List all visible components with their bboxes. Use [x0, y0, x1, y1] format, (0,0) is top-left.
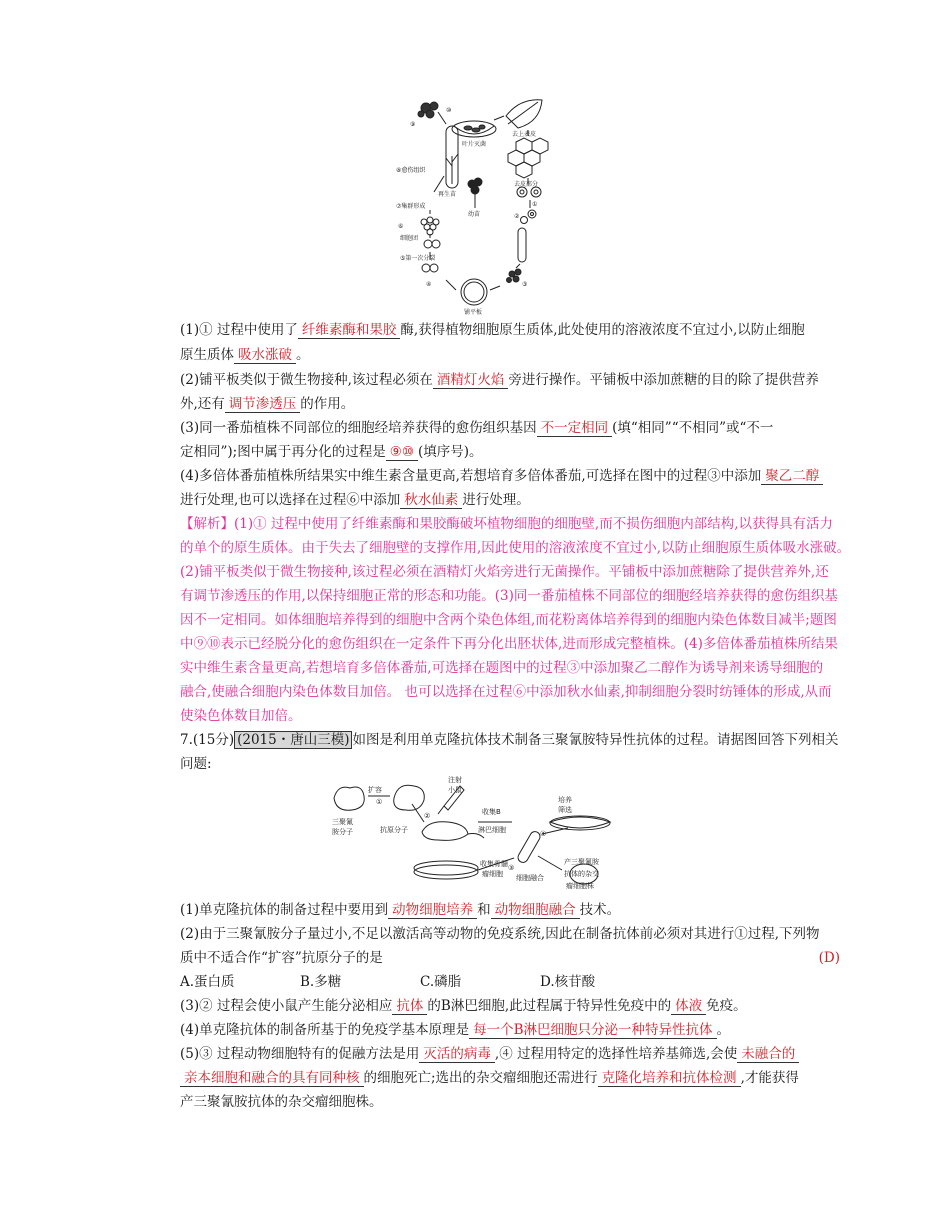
fig2-label-collect-myeloma-2: 瘤细胞 [482, 870, 503, 878]
q7-part2-line1: (2)由于三聚氰胺分子量过小,不足以激活高等动物的免疫系统,因此在制备抗体前必须对其进行①过程,下列物 [180, 926, 820, 942]
q7-heading [180, 730, 838, 750]
q6-part2-line2 [180, 394, 354, 414]
text: 免疫。 [706, 998, 747, 1014]
text: 的作用。 [300, 396, 355, 412]
q7-part3 [180, 996, 747, 1016]
answer-blank: 纤维素酶和果胶 [298, 322, 401, 339]
question-number: 7.(15分) [180, 732, 235, 748]
answer-blank: 聚乙二醇 [761, 468, 823, 485]
cell-mass [424, 240, 440, 248]
melamine-blob [334, 787, 364, 810]
text: 外,还有 [180, 396, 225, 412]
antigen-blob [394, 785, 425, 810]
fig2-label-mouse: 小鼠 [448, 786, 462, 794]
text: 和 [477, 902, 491, 918]
fig2-label-hybridoma-2: 抗体的杂交 [564, 870, 599, 878]
centrifuge-tube [518, 228, 526, 262]
answer-blank: 动物细胞培养 [388, 902, 477, 919]
culture-dish-right [550, 817, 610, 828]
text: 进行处理。 [462, 492, 530, 508]
text: (5)③ 过程动物细胞特有的促融方法是用 [180, 1046, 420, 1062]
option-c: C.磷脂 [420, 974, 462, 990]
analysis-line: 中⑨⑩表示已经脱分化的愈伤组织在一定条件下再分化出胚状体,进而形成完整植株。(4)多倍体番茄植株所结果 [180, 636, 838, 652]
q7-part5-line1 [180, 1044, 799, 1064]
fig1-label-peeled-part: 去皮部分 [514, 181, 539, 188]
myeloma-dish [414, 861, 478, 875]
text: 如图是利用单克隆抗体技术制备三聚氰胺特异性抗体的过程。请据图回答下列相关 [352, 732, 839, 748]
option-a: A.蛋白质 [180, 974, 235, 990]
fig1-label-1: ① [532, 201, 538, 208]
fig2-label-2: ② [424, 812, 431, 820]
fig2-label-screen: 筛选 [558, 806, 572, 814]
text: 。 [716, 1022, 731, 1038]
fig2-label-inject: 注射 [448, 776, 462, 784]
text: 定相同”);图中属于再分化的过程是 [180, 444, 386, 460]
text: (1)① 过程中使用了 [180, 322, 298, 338]
analysis-line: 有调节渗透压的作用,以保持细胞正常的形态和功能。(3)同一番茄植株不同部位的细胞经培养获得的愈伤组织基 [180, 588, 838, 604]
q6-part2-line1 [180, 370, 819, 390]
text: (4)单克隆抗体的制备所基于的免疫学基本原理是 [180, 1022, 470, 1038]
text: (填序号)。 [417, 444, 483, 460]
text: (3)同一番茄植株不同部位的细胞经培养获得的愈伤组织基因 [180, 420, 537, 436]
fig1-label-8-callus: ⑧愈伤组织 [396, 167, 426, 174]
fig2-label-culture: 培养 [558, 796, 572, 804]
fig2-label-hybridoma-3: 瘤细胞株 [566, 882, 594, 890]
seedling [468, 178, 482, 194]
option-d: D.核苷酸 [540, 974, 596, 990]
leaf-image [506, 100, 542, 128]
q7-part1 [180, 900, 620, 920]
q7-options [180, 972, 660, 992]
protoplast-pair [517, 187, 541, 197]
fig1-label-regenerated-shoot: 再生苗 [438, 191, 457, 198]
answer-blank: 酒精灯火焰 [433, 372, 509, 389]
fig1-label-leaf-sterilize: 叶片灭菌 [462, 141, 487, 148]
q6-part3-line2 [180, 442, 482, 462]
fig1-label-6: ⑥ [398, 223, 404, 230]
answer-blank: 调节渗透压 [225, 396, 301, 413]
fig2-label-antigen: 抗原分子 [380, 826, 408, 834]
analysis-line: 因不一定相同。如体细胞培养得到的细胞中含两个染色体组,而花粉离体培养得到的细胞内染色体数目减半;题图 [180, 612, 837, 628]
fig2-label-4: ④ [540, 830, 547, 838]
q6-part1-line1 [180, 320, 805, 340]
text: 酶,获得植物细胞原生质体,此处使用的溶液浓度不宜过小,以防止细胞 [400, 322, 805, 338]
q7-part5-line3: 产三聚氰胺抗体的杂交瘤细胞株。 [180, 1094, 383, 1110]
fig1-label-9: ⑨ [410, 121, 416, 128]
answer-blank: 秋水仙素 [400, 492, 462, 509]
analysis-line: 的单个的原生质体。由于失去了细胞壁的支撑作用,因此使用的溶液浓度不宜过小,以防止细胞原生质体吸水涨破。 [180, 540, 851, 556]
text: (2)铺平板类似于微生物接种,该过程必须在 [180, 372, 433, 388]
text: 原生质体 [180, 347, 234, 363]
mouse [422, 822, 468, 841]
text: ,④ 过程用特定的选择性培养基筛选,会使 [494, 1046, 738, 1062]
text: (3)② 过程会使小鼠产生能分泌相应 [180, 998, 393, 1014]
q6-part4-line2 [180, 490, 530, 510]
antibody-diagram [328, 776, 638, 896]
fig2-label-melamine-2: 胺分子 [332, 828, 353, 836]
source-tag: (2015・唐山三模) [234, 731, 352, 749]
analysis-line: 融合,使融合细胞内染色体数目加倍。 也可以选择在过程⑥中添加秋水仙素,抑制细胞分裂时纺锤体的形成,从而 [180, 684, 832, 700]
q6-part1-line2 [180, 345, 310, 365]
cell-cluster [507, 269, 522, 283]
fig1-label-7-colony: ⑦集群形成 [396, 203, 426, 210]
fig1-label-5-first-division: ⑤第一次分裂 [400, 255, 436, 262]
plant-culture-diagram [390, 96, 560, 318]
q6-part3-line1 [180, 418, 773, 438]
q7-part2-line2 [180, 948, 840, 968]
fig1-label-remove-epidermis: 去上表皮 [512, 131, 537, 138]
fig2-label-3: ③ [508, 864, 515, 872]
fig1-label-2: ② [514, 213, 520, 220]
text: 。 [296, 347, 310, 363]
answer-blank: 未融合的 [737, 1046, 799, 1063]
fig1-label-cell-mass: 细胞团 [400, 235, 419, 242]
text: 技术。 [579, 902, 621, 918]
choice-answer: (D) [818, 950, 840, 966]
text: 的细胞死亡;选出的杂交瘤细胞还需进行 [363, 1070, 598, 1086]
answer-blank: 灭活的病毒 [419, 1046, 495, 1063]
analysis-line: 使染色体数目加倍。 [180, 708, 302, 724]
fig1-label-3: ③ [522, 281, 528, 288]
q7-part4 [180, 1020, 730, 1040]
answer-blank: 不一定相同 [537, 420, 613, 437]
answer-blank: 动物细胞融合 [491, 902, 580, 919]
fig2-label-melamine-1: 三聚氰 [332, 818, 353, 826]
answer-blank: ⑨⑩ [386, 444, 418, 461]
fig2-label-collect-b-1: 收集B [482, 808, 501, 816]
text: 旁进行操作。平铺板中添加蔗糖的目的除了提供营养 [508, 372, 819, 388]
answer-blank: 抗体 [392, 998, 427, 1015]
fusion-tube [516, 830, 542, 864]
fig1-label-4: ④ [426, 281, 432, 288]
analysis-line: 【解析】(1)① 过程中使用了纤维素酶和果胶酶破坏植物细胞的细胞壁,而不损伤细胞内部结构,以获得具有活力 [180, 516, 833, 532]
colony [421, 217, 439, 235]
q7-heading-line2: 问题: [180, 756, 212, 772]
text: 的B淋巴细胞,此过程属于特异性免疫中的 [427, 998, 672, 1014]
fig2-label-hybridoma-1: 产三聚氰胺 [564, 858, 599, 866]
fig1-label-seedling: 幼苗 [468, 211, 481, 218]
first-division-cells [422, 264, 438, 272]
fig2-label-fusion: 细胞融合 [516, 874, 544, 882]
text: (填“相同”“不相同”或“不一 [612, 420, 774, 436]
answer-blank: 每一个B淋巴细胞只分泌一种特异性抗体 [469, 1022, 716, 1039]
answer-blank: 克隆化培养和抗体检测 [598, 1070, 741, 1087]
callus-image [418, 102, 438, 118]
plating-dish [461, 279, 487, 305]
analysis-line: 实中维生素含量更高,若想培育多倍体番茄,可选择在题图中的过程③中添加聚乙二醇作为诱导剂来诱导细胞的 [180, 660, 824, 676]
fig1-label-plating: 铺平板 [464, 309, 483, 316]
fig2-label-expand: 扩容 [368, 786, 382, 794]
text: (1)单克隆抗体的制备过程中要用到 [180, 902, 389, 918]
answer-blank: 亲本细胞和融合的具有同种核 [180, 1070, 364, 1087]
fig1-label-10: ⑩ [446, 107, 452, 114]
option-b: B.多糖 [300, 974, 342, 990]
text: 进行处理,也可以选择在过程⑥中添加 [180, 492, 401, 508]
text: ,才能获得 [740, 1070, 799, 1086]
text: 质中不适合作“扩容”抗原分子的是 [180, 950, 383, 966]
analysis-line: (2)铺平板类似于微生物接种,该过程必须在酒精灯火焰旁进行无菌操作。平铺板中添加蔗糖除了提供营养外,还 [180, 564, 829, 580]
q7-part5-line2 [180, 1068, 799, 1088]
fig2-label-1: ① [376, 798, 383, 806]
answer-blank: 体液 [671, 998, 706, 1015]
q6-part4-line1 [180, 466, 823, 486]
text: (4)多倍体番茄植株所结果实中维生素含量更高,若想培育多倍体番茄,可选择在图中的过程③中添加 [180, 468, 762, 484]
fig2-label-collect-b-2: 淋巴细胞 [478, 826, 506, 834]
fig2-label-collect-myeloma-1: 收集骨髓 [480, 860, 508, 868]
answer-blank: 吸水涨破 [234, 347, 296, 364]
epidermis-cells [508, 138, 548, 178]
